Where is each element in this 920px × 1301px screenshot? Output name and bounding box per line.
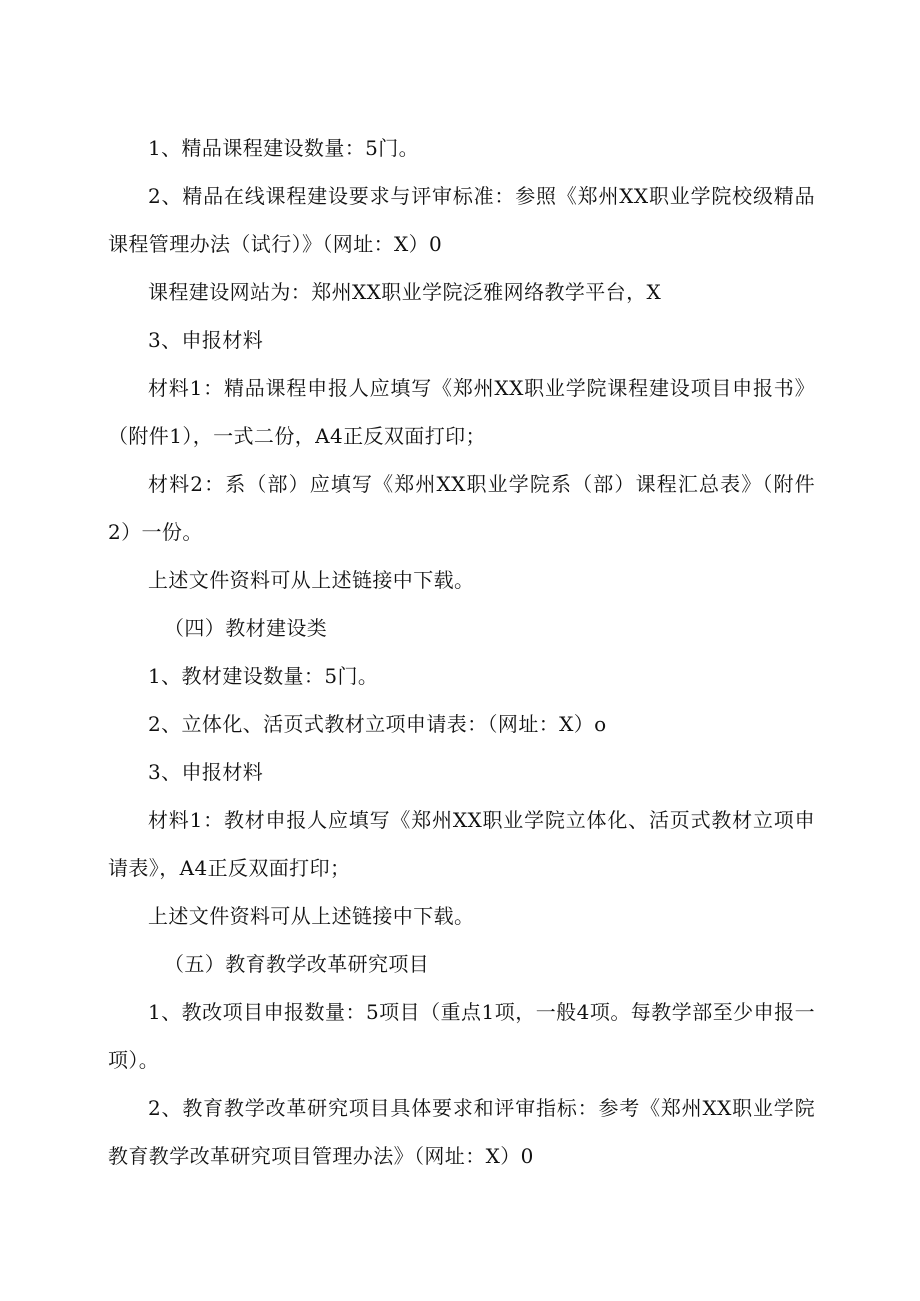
- paragraph-reform-requirements: 2、教育教学改革研究项目具体要求和评审指标：参考《郑州XX职业学院教育教学改革研究项目管理办法》（网址：X）0: [108, 1096, 815, 1168]
- section-heading-reform-project: （五）教育教学改革研究项目: [164, 952, 430, 976]
- paragraph-reform-quantity: 1、教改项目申报数量：5项目（重点1项，一般4项。每教学部至少申报一项）。: [108, 1000, 815, 1072]
- paragraph-course-material-2: 材料2：系（部）应填写《郑州XX职业学院系（部）课程汇总表》（附件2）一份。: [108, 472, 815, 544]
- section-heading-textbook: （四）教材建设类: [164, 616, 328, 640]
- paragraph-course-download-note: 上述文件资料可从上述链接中下载。: [148, 568, 475, 592]
- document-body: [108, 124, 815, 1180]
- paragraph-course-standards: 2、精品在线课程建设要求与评审标准：参照《郑州XX职业学院校级精品课程管理办法（试行）》（网址：X）0: [108, 184, 815, 256]
- paragraph-course-materials-title: 3、申报材料: [148, 328, 264, 352]
- paragraph-course-website: 课程建设网站为：郑州XX职业学院泛雅网络教学平台，X: [148, 280, 662, 304]
- paragraph-course-material-1: 材料1：精品课程申报人应填写《郑州XX职业学院课程建设项目申报书》（附件1），一式二份，A4正反双面打印；: [108, 376, 815, 448]
- paragraph-course-quantity: 1、精品课程建设数量：5门。: [148, 136, 420, 160]
- paragraph-textbook-download-note: 上述文件资料可从上述链接中下载。: [148, 904, 475, 928]
- paragraph-textbook-quantity: 1、教材建设数量：5门。: [148, 664, 379, 688]
- paragraph-textbook-material-1: 材料1：教材申报人应填写《郑州XX职业学院立体化、活页式教材立项申请表》，A4正反双面打印；: [108, 808, 815, 880]
- paragraph-textbook-application-form: 2、立体化、活页式教材立项申请表：（网址：X）o: [148, 712, 607, 736]
- paragraph-textbook-materials-title: 3、申报材料: [148, 760, 264, 784]
